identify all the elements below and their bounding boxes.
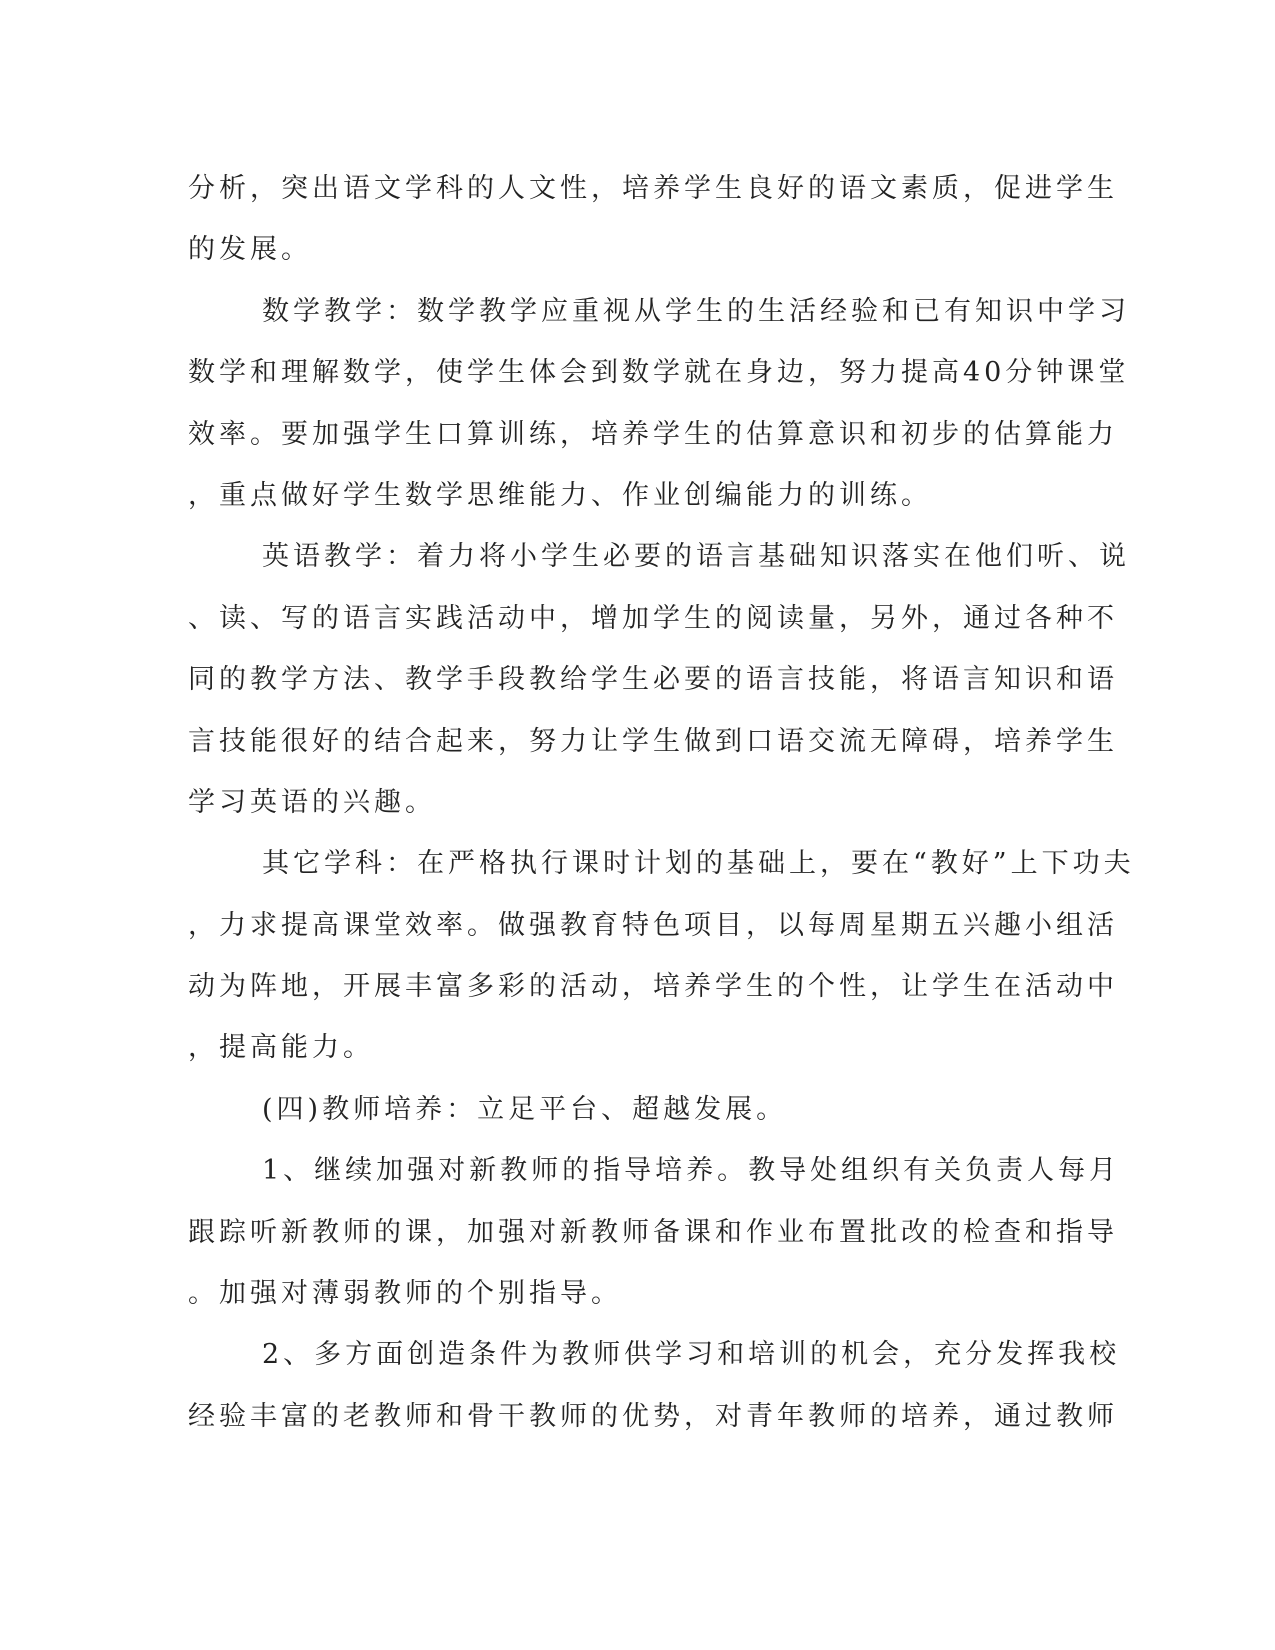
paragraph-start-math: 数学教学：数学教学应重视从学生的生活经验和已有知识中学习 [262, 295, 1130, 327]
text-line: 分析，突出语文学科的人文性，培养学生良好的语文素质，促进学生 [188, 173, 1118, 204]
text-line: 跟踪听新教师的课，加强对新教师备课和作业布置批改的检查和指导 [188, 1216, 1118, 1248]
body-text [188, 158, 1135, 1447]
text-line: 。加强对薄弱教师的个别指导。 [188, 1278, 622, 1310]
text-line: 经验丰富的老教师和骨干教师的优势，对青年教师的培养，通过教师 [188, 1400, 1118, 1432]
paragraph-start-item-2: 2、多方面创造条件为教师供学习和培训的机会，充分发挥我校 [262, 1339, 1121, 1371]
text-line: 效率。要加强学生口算训练，培养学生的估算意识和初步的估算能力 [188, 418, 1118, 450]
paragraph-start-item-1: 1、继续加强对新教师的指导培养。教导处组织有关负责人每月 [262, 1155, 1121, 1187]
text-line: 动为阵地，开展丰富多彩的活动，培养学生的个性，让学生在活动中 [188, 971, 1118, 1003]
text-line: 数学和理解数学，使学生体会到数学就在身边，努力提高40分钟课堂 [188, 357, 1130, 389]
text-line: 的发展。 [188, 234, 312, 266]
text-line: 言技能很好的结合起来，努力让学生做到口语交流无障碍，培养学生 [188, 725, 1118, 757]
text-line: 学习英语的兴趣。 [188, 786, 436, 818]
text-line: ，重点做好学生数学思维能力、作业创编能力的训练。 [188, 479, 932, 511]
section-heading-teacher-training: (四)教师培养：立足平台、超越发展。 [262, 1093, 788, 1125]
paragraph-start-english: 英语教学：着力将小学生必要的语言基础知识落实在他们听、说 [262, 541, 1130, 573]
text-line: 同的教学方法、教学手段教给学生必要的语言技能，将语言知识和语 [188, 664, 1118, 696]
paragraph-start-other-subjects: 其它学科：在严格执行课时计划的基础上，要在“教好”上下功夫 [262, 848, 1135, 880]
text-line: 、读、写的语言实践活动中，增加学生的阅读量，另外，通过各种不 [188, 602, 1118, 634]
text-line: ，力求提高课堂效率。做强教育特色项目，以每周星期五兴趣小组活 [188, 909, 1118, 941]
text-line: ，提高能力。 [188, 1032, 374, 1064]
